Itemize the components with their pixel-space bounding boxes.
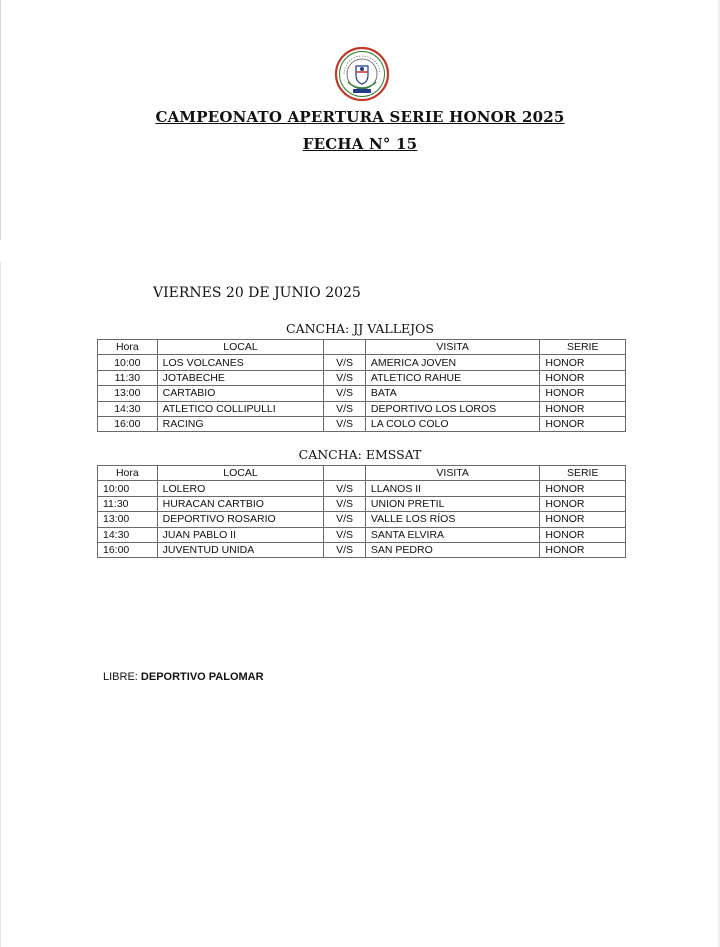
table-row [98,481,626,496]
versus: V/S [324,512,366,527]
home-team: ATLETICO COLLIPULLI [157,401,324,416]
series: HONOR [540,401,626,416]
match-time: 14:30 [98,527,158,542]
home-team: LOS VOLCANES [157,355,324,370]
table-header-row [98,340,626,355]
column-header-local: LOCAL [157,340,324,355]
versus: V/S [324,527,366,542]
versus: V/S [324,542,366,557]
versus: V/S [324,416,366,431]
table-row [98,355,626,370]
away-team: UNION PRETIL [365,496,539,511]
home-team: CARTABIO [157,386,324,401]
column-header-vs [324,340,366,355]
round-number: FECHA N° 15 [302,135,418,153]
association-logo-seal [334,46,390,102]
away-team: AMERICA JOVEN [365,355,539,370]
series: HONOR [540,481,626,496]
series: HONOR [540,386,626,401]
away-team: SAN PEDRO [365,542,539,557]
series: HONOR [540,512,626,527]
page-edge [0,262,1,947]
home-team: JUAN PABLO II [157,527,324,542]
versus: V/S [324,355,366,370]
match-time: 11:30 [98,370,158,385]
match-time: 14:30 [98,401,158,416]
match-time: 13:00 [98,386,158,401]
versus: V/S [324,386,366,401]
column-header-serie: SERIE [540,466,626,481]
series: HONOR [540,496,626,511]
versus: V/S [324,481,366,496]
match-time: 11:30 [98,496,158,511]
table-row [98,416,626,431]
away-team: DEPORTIVO LOS LOROS [365,401,539,416]
home-team: LOLERO [157,481,324,496]
table-row [98,386,626,401]
page-title: CAMPEONATO APERTURA SERIE HONOR 2025 [155,108,565,126]
series: HONOR [540,416,626,431]
home-team: JUVENTUD UNIDA [157,542,324,557]
home-team: DEPORTIVO ROSARIO [157,512,324,527]
column-header-local: LOCAL [157,466,324,481]
column-header-serie: SERIE [540,340,626,355]
venue-title: CANCHA: JJ VALLEJOS [286,321,434,336]
away-team: BATA [365,386,539,401]
series: HONOR [540,527,626,542]
table-row [98,542,626,557]
match-date: VIERNES 20 DE JUNIO 2025 [153,285,361,301]
versus: V/S [324,496,366,511]
versus: V/S [324,401,366,416]
column-header-hora: Hora [98,466,158,481]
match-time: 16:00 [98,542,158,557]
table-row [98,496,626,511]
versus: V/S [324,370,366,385]
bye-label: LIBRE: [103,671,138,683]
series: HONOR [540,370,626,385]
home-team: HURACAN CARTBIO [157,496,324,511]
column-header-vs [324,466,366,481]
column-header-visita: VISITA [365,466,539,481]
series: HONOR [540,542,626,557]
away-team: LA COLO COLO [365,416,539,431]
table-row [98,512,626,527]
match-time: 16:00 [98,416,158,431]
match-time: 10:00 [98,481,158,496]
series: HONOR [540,355,626,370]
fixture-table [97,465,626,558]
away-team: ATLETICO RAHUE [365,370,539,385]
column-header-hora: Hora [98,340,158,355]
table-header-row [98,466,626,481]
table-row [98,370,626,385]
bye-team: DEPORTIVO PALOMAR [140,671,264,683]
match-time: 10:00 [98,355,158,370]
away-team: SANTA ELVIRA [365,527,539,542]
home-team: JOTABECHE [157,370,324,385]
venue-title: CANCHA: EMSSAT [298,447,422,462]
home-team: RACING [157,416,324,431]
match-time: 13:00 [98,512,158,527]
fixture-table [97,339,626,432]
table-row [98,401,626,416]
table-row [98,527,626,542]
away-team: LLANOS II [365,481,539,496]
bye-team-note [103,671,264,683]
column-header-visita: VISITA [365,340,539,355]
away-team: VALLE LOS RÍOS [365,512,539,527]
